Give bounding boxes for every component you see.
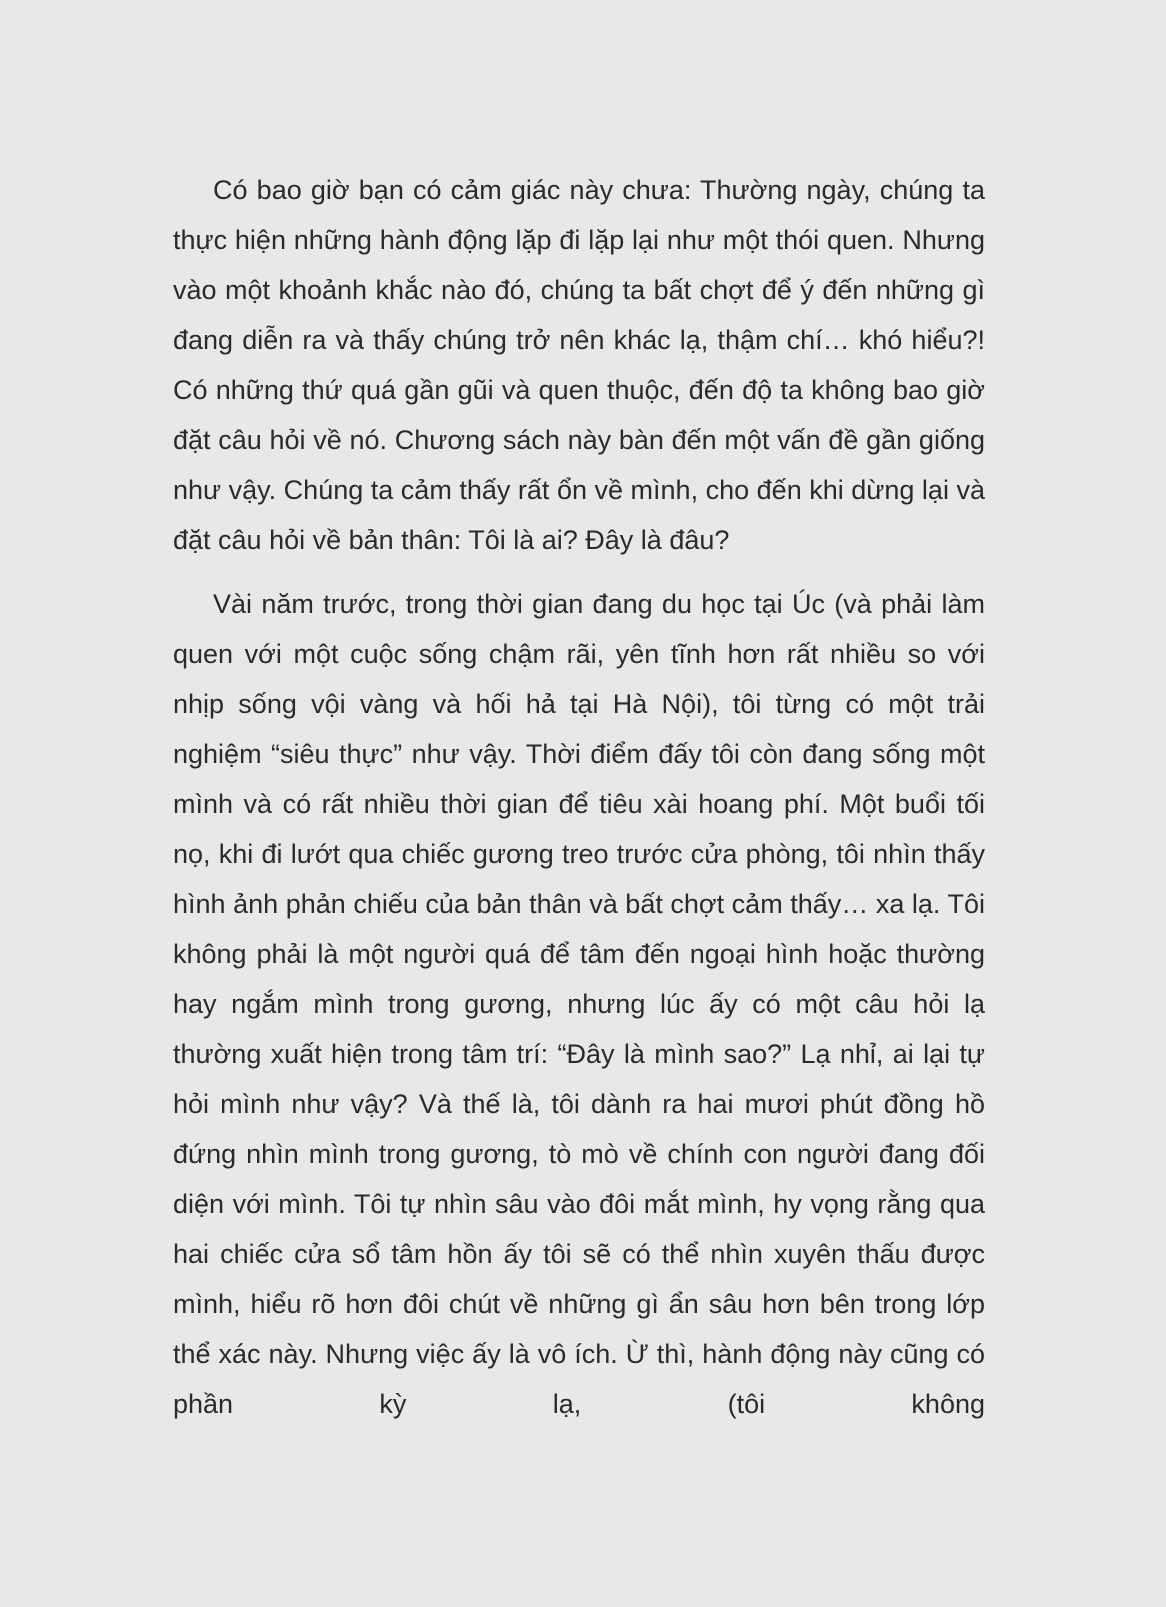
- paragraph-1: Có bao giờ bạn có cảm giác này chưa: Thường ngày, chúng ta thực hiện những hành động lặp đi lặp lại như một thói quen. Nhưng vào một khoảnh khắc nào đó, chúng ta bất chợt để ý đến những gì đang diễn ra và thấy chúng trở nên khác lạ, thậm chí… khó hiểu?! Có những thứ quá gần gũi và quen thuộc, đến độ ta không bao giờ đặt câu hỏi về nó. Chương sách này bàn đến một vấn đề gần giống như vậy. Chúng ta cảm thấy rất ổn về mình, cho đến khi dừng lại và đặt câu hỏi về bản thân: Tôi là ai? Đây là đâu?: [173, 175, 985, 555]
- paragraph-2: Vài năm trước, trong thời gian đang du học tại Úc (và phải làm quen với một cuộc sống chậm rãi, yên tĩnh hơn rất nhiều so với nhịp sống vội vàng và hối hả tại Hà Nội), tôi từng có một trải nghiệm “siêu thực” như vậy. Thời điểm đấy tôi còn đang sống một mình và có rất nhiều thời gian để tiêu xài hoang phí. Một buổi tối nọ, khi đi lướt qua chiếc gương treo trước cửa phòng, tôi nhìn thấy hình ảnh phản chiếu của bản thân và bất chợt cảm thấy… xa lạ. Tôi không phải là một người quá để tâm đến ngoại hình hoặc thường hay ngắm mình trong gương, nhưng lúc ấy có một câu hỏi lạ thường xuất hiện trong tâm trí: “Đây là mình sao?” Lạ nhỉ, ai lại tự hỏi mình như vậy? Và thế là, tôi dành ra hai mươi phút đồng hồ đứng nhìn mình trong gương, tò mò về chính con người đang đối diện với mình. Tôi tự nhìn sâu vào đôi mắt mình, hy vọng rằng qua hai chiếc cửa sổ tâm hồn ấy tôi sẽ có thể nhìn xuyên thấu được mình, hiểu rõ hơn đôi chút về những gì ẩn sâu hơn bên trong lớp thể xác này. Nhưng việc ấy là vô ích. Ừ thì, hành động này cũng có phần kỳ lạ, (tôi không: [173, 589, 985, 1419]
- body-text: [173, 165, 985, 1429]
